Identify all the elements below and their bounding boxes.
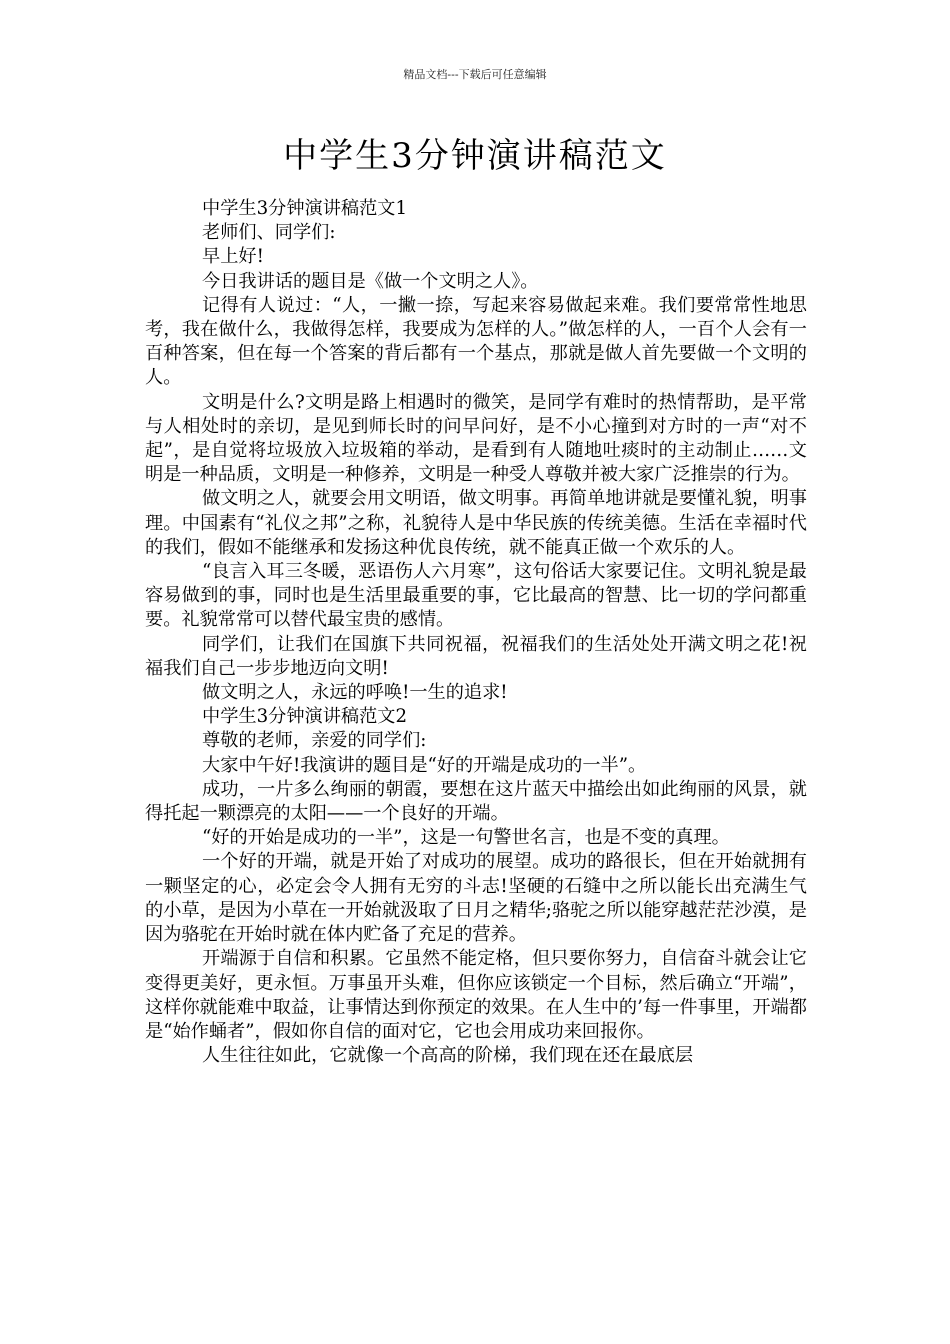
paragraph: 文明是什么?文明是路上相遇时的微笑，是同学有难时的热情帮助，是平常与人相处时的亲切，是见到师长时的问早问好，是不小心撞到对方时的一声“对不起”，是自觉将垃圾放入垃圾箱的举动，是看到有人随地吐痰时的主动制止……文明是一种品质，文明是一种修养，文明是一种受人尊敬并被大家广泛推崇的行为。 (145, 391, 807, 486)
paragraph: 开端源于自信和积累。它虽然不能定格，但只要你努力，自信奋斗就会让它变得更美好，更永恒。万事虽开头难，但你应该锁定一个目标，然后确立“开端”，这样你就能难中取益，让事情达到你预定的效果。在人生中的’每一件事里，开端都是“始作蛹者”，假如你自信的面对它，它也会用成功来回报你。 (145, 948, 807, 1042)
paragraph: 今日我讲话的题目是《做一个文明之人》。 (202, 270, 539, 292)
paragraph: 尊敬的老师，亲爱的同学们: (202, 730, 427, 752)
paragraph: 早上好! (202, 246, 264, 268)
paragraph: 成功，一片多么绚丽的朝霞，要想在这片蓝天中描绘出如此绚丽的风景，就得托起一颗漂亮的太阳——一个良好的开端。 (145, 778, 807, 825)
header-note: 精品文档---下载后可任意编辑 (403, 68, 547, 81)
document-title: 中学生3分钟演讲稿范文 (283, 136, 667, 176)
paragraph: 人生往往如此，它就像一个高高的阶梯，我们现在还在最底层 (202, 1045, 694, 1067)
document-body (145, 197, 807, 1068)
paragraph: 老师们、同学们: (202, 222, 336, 244)
paragraph: 中学生3分钟演讲稿范文2 (202, 706, 408, 728)
paragraph: 一个好的开端，就是开始了对成功的展望。成功的路很长，但在开始就拥有一颗坚定的心，必定会令人拥有无穷的斗志!坚硬的石缝中之所以能长出充满生气的小草，是因为小草在一开始就汲取了日月之精华;骆驼之所以能穿越茫茫沙漠，是因为骆驼在开始时就在体内贮备了充足的营养。 (145, 851, 807, 946)
paragraph: 大家中午好!我演讲的题目是“好的开端是成功的一半”。 (202, 754, 647, 776)
paragraph: 同学们，让我们在国旗下共同祝福，祝福我们的生活处处开满文明之花!祝福我们自己一步步地迈向文明! (145, 633, 807, 679)
paragraph: “好的开始是成功的一半”，这是一句警世名言，也是不变的真理。 (202, 827, 730, 849)
paragraph: 记得有人说过：“人，一撇一捺，写起来容易做起来难。我们要常常性地思考，我在做什么，我做得怎样，我要成为怎样的人。”做怎样的人，一百个人会有一百种答案，但在每一个答案的背后都有一个基点，那就是做人首先要做一个文明的人。 (145, 294, 807, 389)
paragraph: 做文明之人，就要会用文明语，做文明事。再简单地讲就是要懂礼貌，明事理。中国素有“礼仪之邦”之称，礼貌待人是中华民族的传统美德。生活在幸福时代的我们，假如不能继承和发扬这种优良传统，就不能真正做一个欢乐的人。 (145, 488, 807, 558)
paragraph: 中学生3分钟演讲稿范文1 (202, 198, 408, 219)
paragraph: “良言入耳三冬暖，恶语伤人六月寒”，这句俗话大家要记住。文明礼貌是最容易做到的事，同时也是生活里最重要的事，它比最高的智慧、比一切的学问都重要。礼貌常常可以替代最宝贵的感情。 (145, 561, 807, 631)
paragraph: 做文明之人，永远的呼唤!一生的追求! (202, 682, 508, 704)
